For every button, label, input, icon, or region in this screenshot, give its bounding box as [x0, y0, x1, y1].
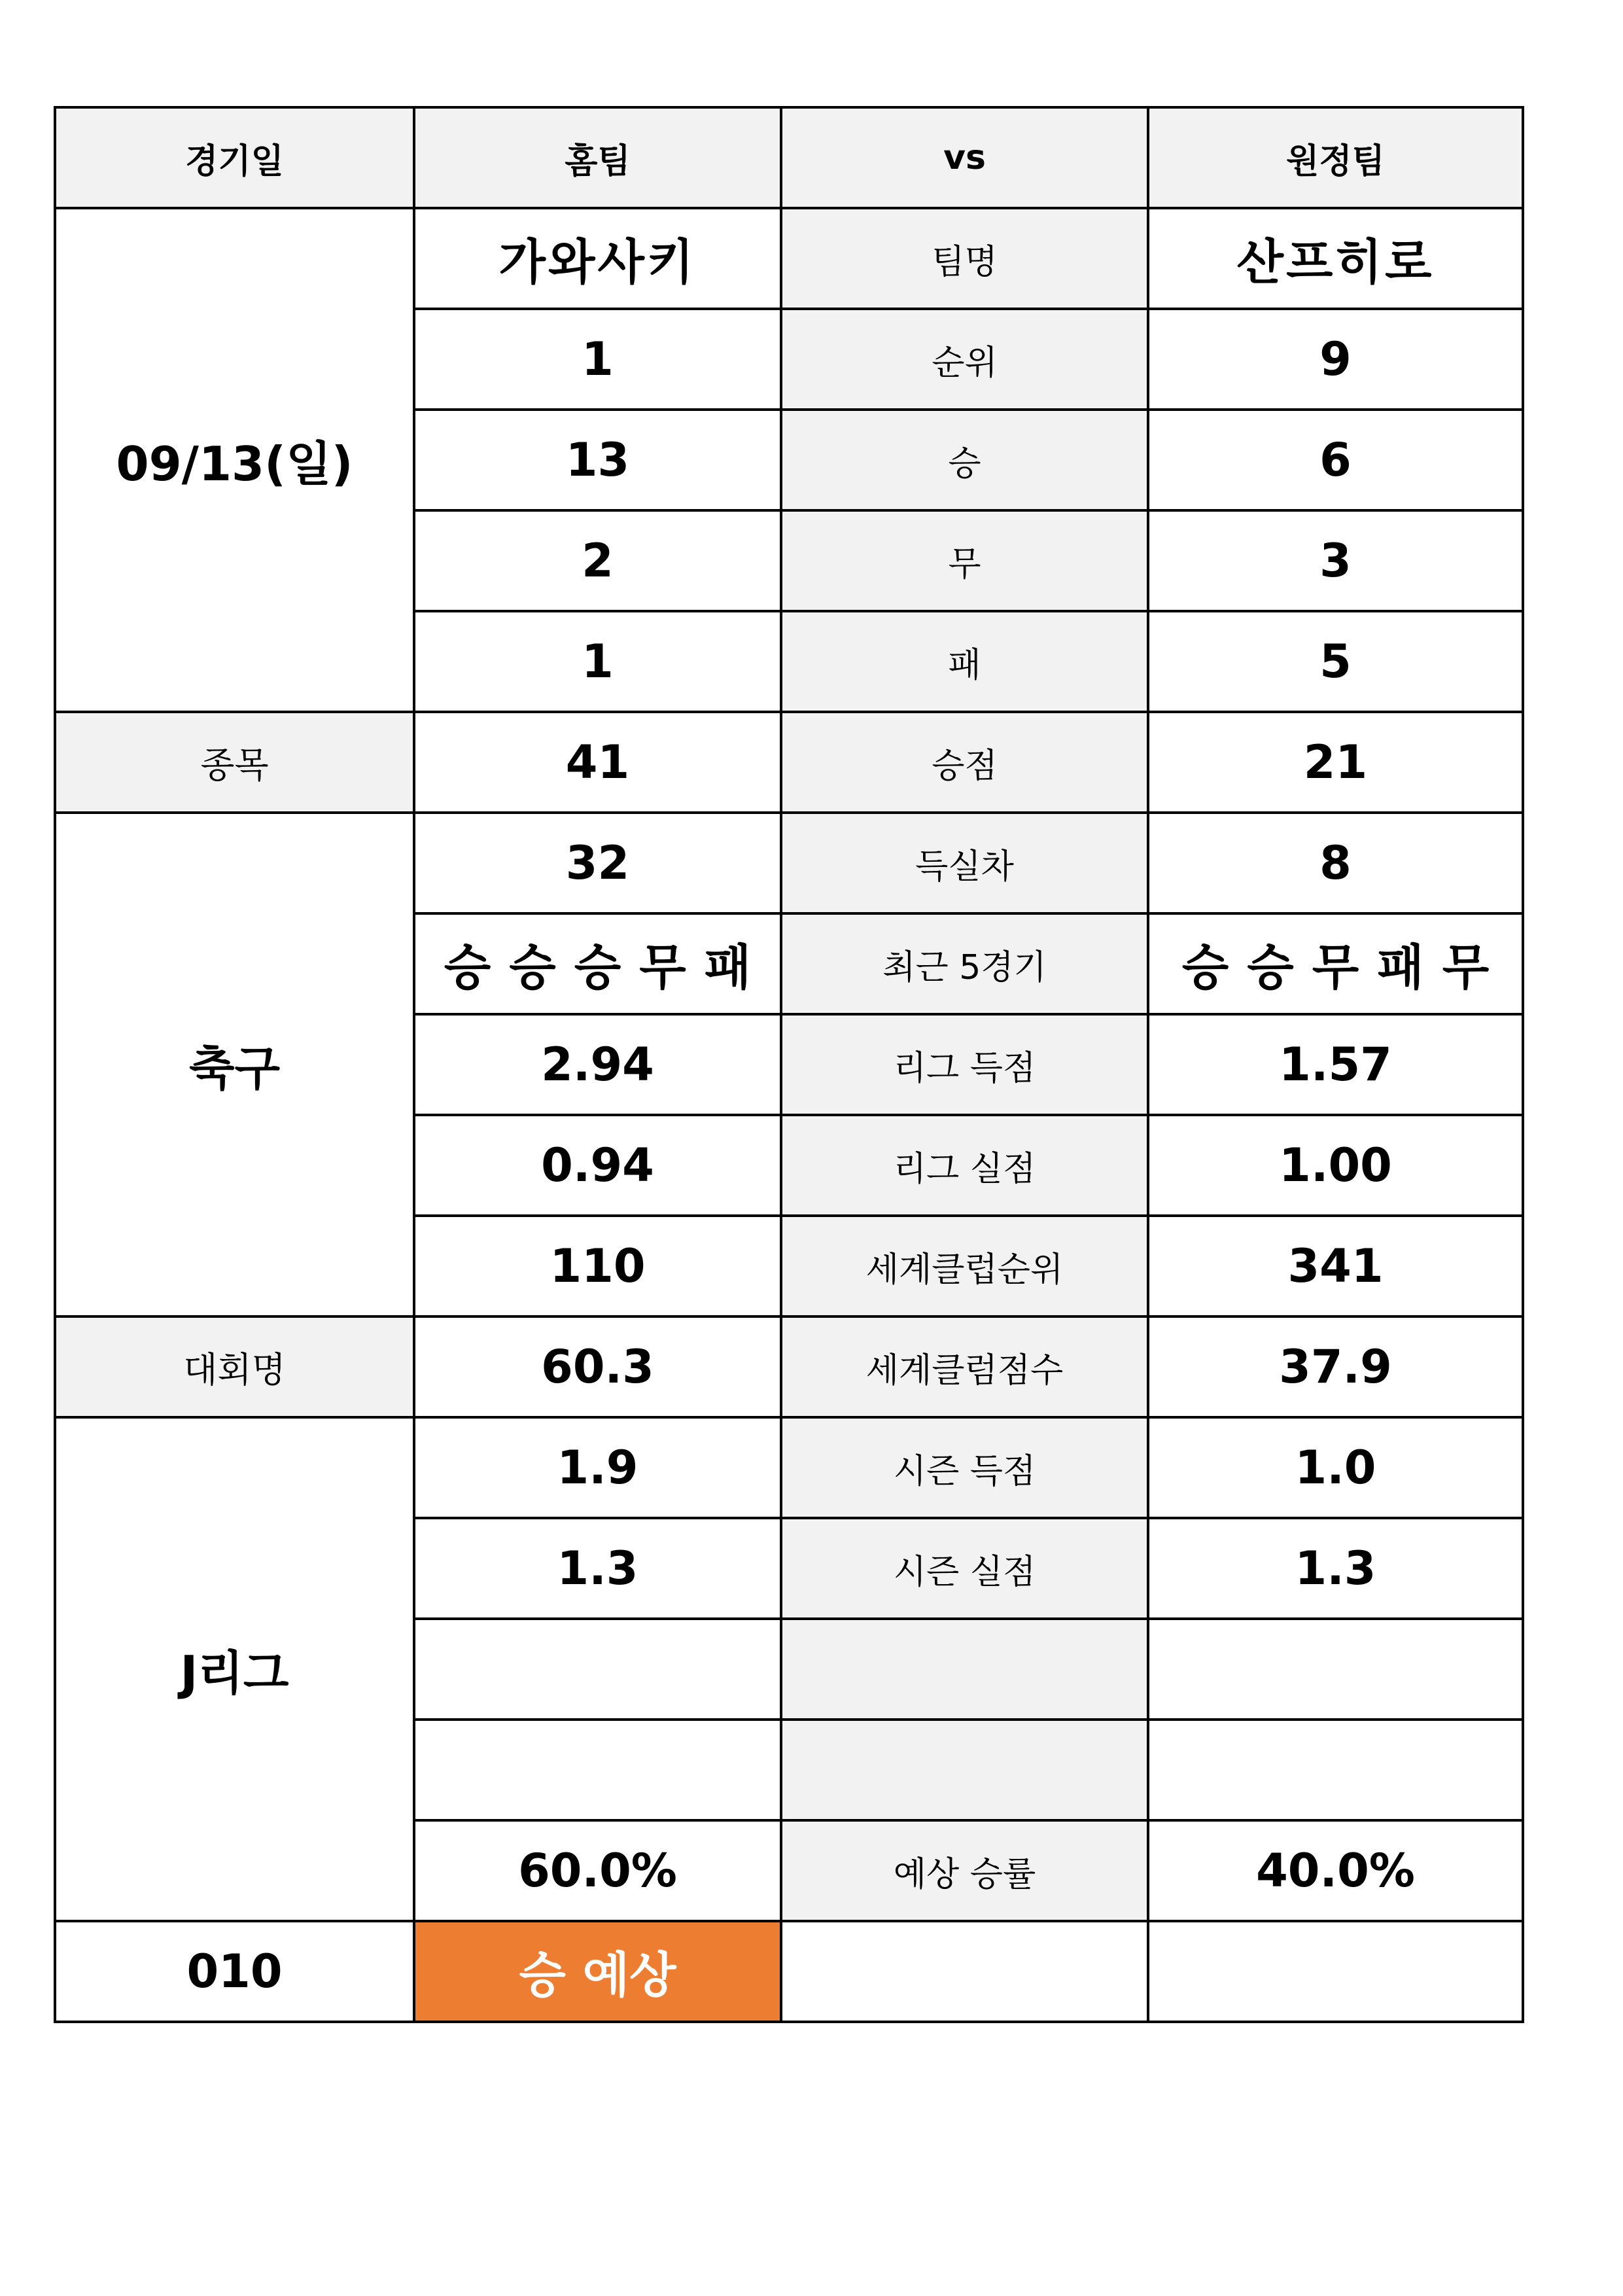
- sport-label: 종목: [55, 712, 414, 813]
- row-label: 리그 득점: [781, 1014, 1148, 1115]
- row-label: 순위: [781, 309, 1148, 410]
- prediction-badge: 승 예상: [414, 1921, 781, 2022]
- table-row: [55, 208, 1523, 309]
- away-team-name: 산프히로: [1148, 208, 1523, 309]
- away-value: 21: [1148, 712, 1523, 813]
- away-value: 3: [1148, 510, 1523, 611]
- row-label: 승: [781, 410, 1148, 510]
- home-recent-form: [414, 913, 781, 1014]
- table-row: [55, 1417, 1523, 1518]
- row-label: 세계클럼점수: [781, 1316, 1148, 1417]
- away-value: [1148, 1720, 1523, 1820]
- league-label: 대회명: [55, 1316, 414, 1417]
- home-value: 1: [414, 309, 781, 410]
- home-value: 2.94: [414, 1014, 781, 1115]
- home-value: 41: [414, 712, 781, 813]
- table-row: [55, 712, 1523, 813]
- match-date: 09/13(일): [55, 208, 414, 712]
- home-value: 110: [414, 1216, 781, 1316]
- table-row: [55, 1316, 1523, 1417]
- league-name: J리그: [55, 1417, 414, 1921]
- row-label: 세계클럽순위: [781, 1216, 1148, 1316]
- home-value: 0.94: [414, 1115, 781, 1216]
- away-value: 5: [1148, 611, 1523, 712]
- row-label: 승점: [781, 712, 1148, 813]
- row-label: 시즌 득점: [781, 1417, 1148, 1518]
- date-header: 경기일: [55, 107, 414, 208]
- away-win-rate: 40.0%: [1148, 1820, 1523, 1921]
- form-result: 승: [509, 940, 556, 996]
- home-value: 1: [414, 611, 781, 712]
- form-result: 승: [1247, 940, 1294, 996]
- header-row: [55, 107, 1523, 208]
- home-value: 2: [414, 510, 781, 611]
- empty-cell: [781, 1921, 1148, 2022]
- away-value: 8: [1148, 813, 1523, 913]
- row-label: 리그 실점: [781, 1115, 1148, 1216]
- table-row: [55, 813, 1523, 913]
- row-label: 팀명: [781, 208, 1148, 309]
- home-win-rate: 60.0%: [414, 1820, 781, 1921]
- row-label: 득실차: [781, 813, 1148, 913]
- row-label: 무: [781, 510, 1148, 611]
- form-result: 승: [444, 940, 491, 996]
- away-value: 1.00: [1148, 1115, 1523, 1216]
- home-value: [414, 1720, 781, 1820]
- row-label: [781, 1720, 1148, 1820]
- form-result: 승: [1181, 940, 1229, 996]
- form-result: 패: [704, 940, 752, 996]
- row-label: 시즌 실점: [781, 1518, 1148, 1619]
- form-result: 무: [639, 940, 686, 996]
- away-value: 1.57: [1148, 1014, 1523, 1115]
- away-recent-form: [1148, 913, 1523, 1014]
- away-value: 1.3: [1148, 1518, 1523, 1619]
- away-value: 6: [1148, 410, 1523, 510]
- form-result: 승: [574, 940, 621, 996]
- home-value: [414, 1619, 781, 1720]
- form-result: 무: [1442, 940, 1490, 996]
- vs-header: vs: [781, 107, 1148, 208]
- home-value: 60.3: [414, 1316, 781, 1417]
- away-value: 37.9: [1148, 1316, 1523, 1417]
- away-header: 원정팀: [1148, 107, 1523, 208]
- away-value: [1148, 1619, 1523, 1720]
- form-result: 무: [1312, 940, 1359, 996]
- home-header: 홈팀: [414, 107, 781, 208]
- home-value: 1.3: [414, 1518, 781, 1619]
- away-value: 341: [1148, 1216, 1523, 1316]
- row-label: 패: [781, 611, 1148, 712]
- home-team-name: 가와사키: [414, 208, 781, 309]
- match-table: [54, 106, 1524, 2023]
- home-value: 1.9: [414, 1417, 781, 1518]
- empty-cell: [1148, 1921, 1523, 2022]
- away-value: 1.0: [1148, 1417, 1523, 1518]
- away-value: 9: [1148, 309, 1523, 410]
- row-label: [781, 1619, 1148, 1720]
- row-label: 예상 승률: [781, 1820, 1148, 1921]
- home-value: 32: [414, 813, 781, 913]
- form-result: 패: [1377, 940, 1424, 996]
- row-label: 최근 5경기: [781, 913, 1148, 1014]
- game-number: 010: [55, 1921, 414, 2022]
- table-row: [55, 1921, 1523, 2022]
- home-value: 13: [414, 410, 781, 510]
- sport-name: 축구: [55, 813, 414, 1316]
